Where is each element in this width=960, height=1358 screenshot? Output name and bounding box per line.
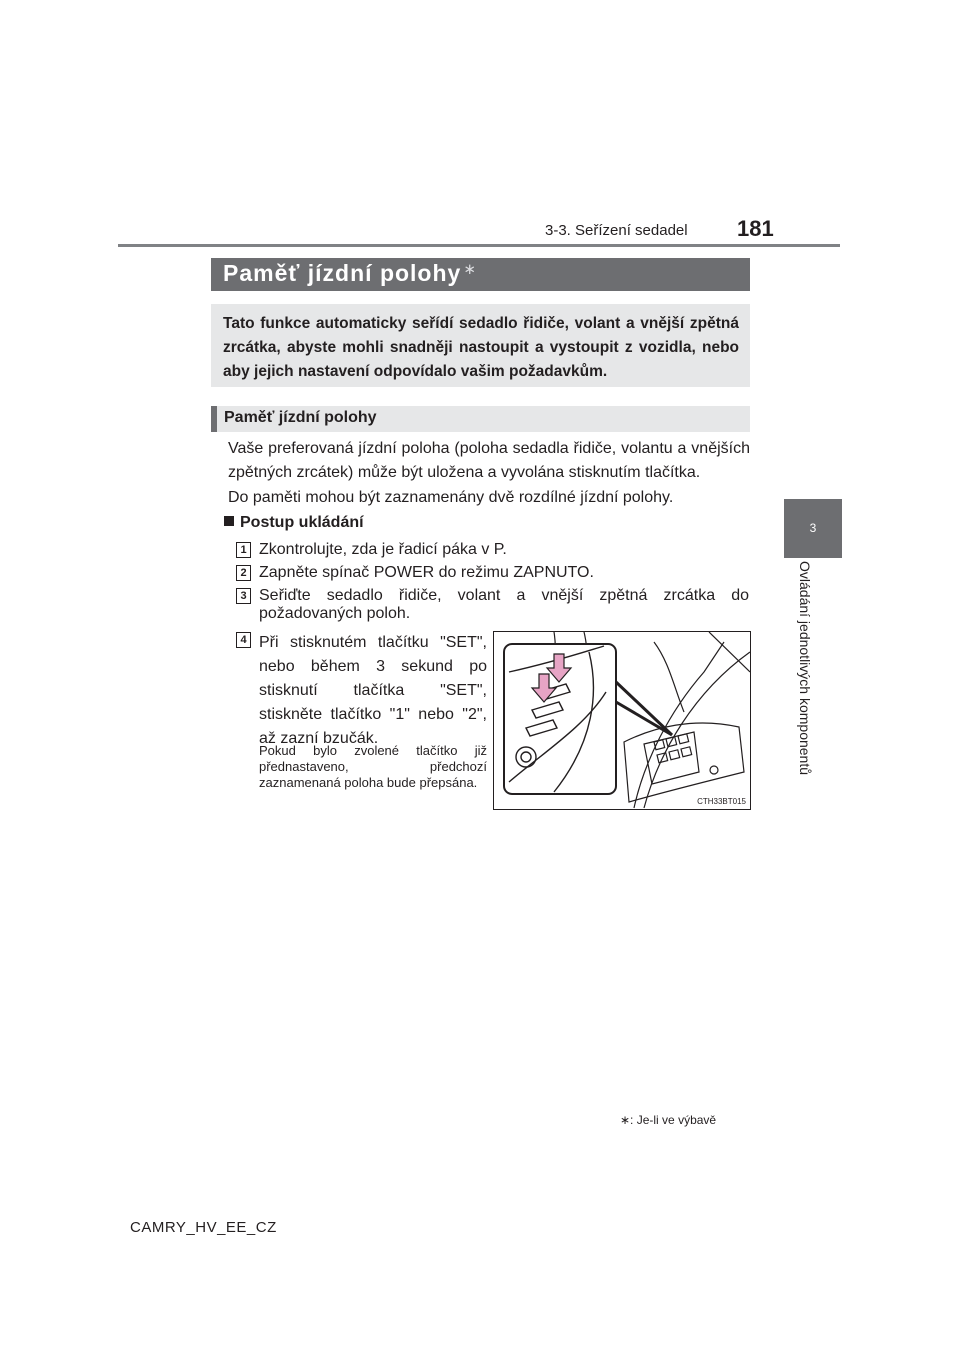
step-text: Seřiďte sedadlo řidiče, volant a vnější zpětná zrcátka do požadovaných poloh. — [259, 587, 749, 622]
procedure-heading — [224, 514, 364, 532]
memory-switch-illustration — [493, 631, 751, 810]
step-text: Zapněte spínač POWER do režimu ZAPNUTO. — [259, 564, 594, 581]
step-text: Při stisknutém tlačítku "SET", nebo během 3 sekund po stisknutí tlačítka "SET", stiskněte tlačítko "1" nebo "2", až zazní bzučák. — [259, 634, 487, 747]
step-text: Zkontrolujte, zda je řadicí páka v P. — [259, 541, 507, 558]
optional-equipment-mark: ∗ — [463, 261, 477, 278]
door-panel-drawing — [494, 632, 750, 809]
document-code: CAMRY_HV_EE_CZ — [130, 1219, 277, 1236]
square-bullet-icon — [224, 516, 234, 526]
subsection-banner — [211, 406, 750, 432]
chapter-tab — [784, 499, 842, 558]
intro-text: Tato funkce automaticky seřídí sedadlo řidiče, volant a vnější zpětná zrcátka, abyste mohli snadněji nastoupit a vystoupit z vozidla, nebo aby jejich nastavení odpovídalo vašim požadavkům. — [223, 315, 739, 380]
step-number-badge: 1 — [236, 542, 251, 558]
subsection-accent-bar — [211, 406, 217, 432]
paragraph: Vaše preferovaná jízdní poloha (poloha sedadla řidiče, volantu a vnějších zpětných zrcátek) může být uložena a vyvolána stisknutím tlačítka. — [228, 440, 750, 481]
chapter-number: 3 — [809, 521, 817, 535]
step-number-badge: 2 — [236, 565, 251, 581]
step-note: Pokud bylo zvolené tlačítko již přednastaveno, předchozí zaznamenaná poloha bude přepsána. — [259, 743, 487, 790]
page-number: 181 — [737, 216, 774, 241]
step-number-badge: 3 — [236, 588, 251, 604]
step-number-badge: 4 — [236, 632, 251, 648]
footnote: ∗: Je-li ve výbavě — [620, 1113, 717, 1127]
chapter-title-vertical: Ovládání jednotlivých komponentů — [797, 561, 813, 776]
figure-code: CTH33BT015 — [697, 797, 746, 806]
procedure-heading-text: Postup ukládání — [240, 514, 364, 531]
running-header-section: 3-3. Seřízení sedadel — [545, 222, 688, 239]
section-title — [223, 260, 477, 287]
section-title-banner — [211, 258, 750, 291]
intro-box — [211, 304, 750, 387]
section-title-text: Paměť jízdní polohy — [223, 260, 462, 286]
header-divider — [118, 244, 840, 247]
paragraph: Do paměti mohou být zaznamenány dvě rozdílné jízdní polohy. — [228, 489, 674, 506]
subsection-title: Paměť jízdní polohy — [224, 409, 377, 426]
